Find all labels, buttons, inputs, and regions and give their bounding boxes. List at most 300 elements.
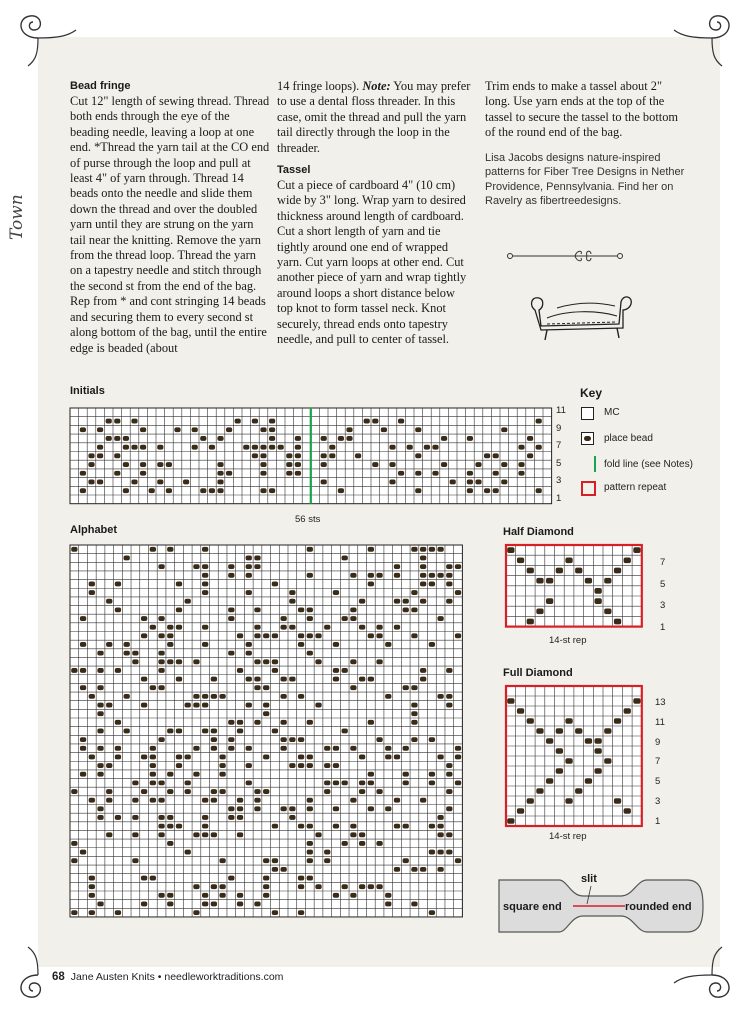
key-bead-label: place bead: [604, 433, 653, 444]
bead-mark: [263, 858, 269, 863]
bead-mark: [254, 659, 260, 664]
bead-mark: [158, 815, 164, 820]
bead-mark: [307, 651, 313, 656]
bead-mark: [536, 419, 542, 424]
bead-mark: [260, 427, 266, 432]
bead-mark: [193, 564, 199, 569]
bead-mark: [289, 625, 295, 630]
bead-mark: [604, 608, 611, 614]
bead-mark: [546, 778, 553, 784]
bead-mark: [235, 419, 241, 424]
bead-mark: [518, 471, 524, 476]
note-text: You may prefer to use a dental floss threader. In this case, omit the thread and pull the yarn tail directly through the loop in the threader.: [277, 79, 471, 155]
bead-mark: [166, 488, 172, 493]
bead-mark: [324, 780, 330, 785]
bead-mark: [398, 471, 404, 476]
bead-mark: [450, 480, 456, 485]
bead-mark: [158, 685, 164, 690]
bead-mark: [432, 471, 438, 476]
bead-mark: [176, 659, 182, 664]
repeat-swatch: [581, 481, 596, 496]
column-bead-fringe: [70, 79, 270, 356]
bead-mark: [150, 625, 156, 630]
bead-mark: [211, 902, 217, 907]
bead-mark: [614, 568, 621, 574]
full-diamond-caption: 14-st rep: [549, 831, 587, 842]
bead-mark: [342, 556, 348, 561]
bead-mark: [324, 858, 330, 863]
bead-mark: [527, 436, 533, 441]
bead-mark: [403, 772, 409, 777]
bead-mark: [202, 625, 208, 630]
footer-text: Jane Austen Knits • needleworktraditions.com: [70, 971, 284, 983]
bead-mark: [269, 488, 275, 493]
bead-mark: [604, 728, 611, 734]
bead-mark: [437, 832, 443, 837]
bead-mark: [141, 876, 147, 881]
bead-mark: [420, 867, 426, 872]
bead-mark: [254, 789, 260, 794]
bead-mark: [536, 788, 543, 794]
bead-mark: [385, 694, 391, 699]
bead-mark: [114, 453, 120, 458]
bead-mark: [140, 462, 146, 467]
bead-mark: [575, 568, 582, 574]
bead-mark: [228, 573, 234, 578]
bead-mark: [484, 488, 490, 493]
bead-mark: [342, 884, 348, 889]
bead-mark: [376, 841, 382, 846]
bead-mark: [243, 445, 249, 450]
half-diamond-caption: 14-st rep: [549, 635, 587, 646]
bead-mark: [124, 642, 130, 647]
bead-mark: [394, 573, 400, 578]
bead-mark: [71, 789, 77, 794]
bead-mark: [89, 910, 95, 915]
bead-mark: [286, 462, 292, 467]
bead-mark: [132, 780, 138, 785]
bead-mark: [106, 763, 112, 768]
bead-mark: [246, 703, 252, 708]
note-label: Note:: [362, 79, 391, 93]
bead-mark: [411, 607, 417, 612]
bead-mark: [295, 471, 301, 476]
bead-mark: [372, 419, 378, 424]
bead-mark: [429, 582, 435, 587]
bead-mark: [411, 703, 417, 708]
bead-mark: [254, 556, 260, 561]
bead-mark: [176, 625, 182, 630]
bead-mark: [167, 625, 173, 630]
bead-mark: [157, 480, 163, 485]
bead-mark: [565, 798, 572, 804]
bead-mark: [141, 633, 147, 638]
bead-mark: [185, 789, 191, 794]
bead-mark: [385, 746, 391, 751]
bead-mark: [202, 582, 208, 587]
bead-mark: [350, 824, 356, 829]
bead-mark: [446, 694, 452, 699]
bead-mark: [368, 720, 374, 725]
bead-mark: [359, 599, 365, 604]
bead-mark: [556, 728, 563, 734]
bead-mark: [376, 633, 382, 638]
row-number: 11: [556, 405, 566, 416]
bead-mark: [429, 772, 435, 777]
bead-mark: [228, 720, 234, 725]
rounded-end-label: rounded end: [625, 901, 692, 913]
key-mc-label: MC: [604, 407, 620, 418]
bead-mark: [211, 884, 217, 889]
bead-mark: [202, 703, 208, 708]
bead-mark: [295, 445, 301, 450]
bead-mark: [278, 445, 284, 450]
bead-mark: [272, 910, 278, 915]
bead-mark: [150, 755, 156, 760]
bead-mark: [372, 462, 378, 467]
bead-mark: [415, 471, 421, 476]
bead-mark: [420, 599, 426, 604]
bead-mark: [123, 488, 129, 493]
bead-mark: [403, 824, 409, 829]
bead-mark: [176, 677, 182, 682]
bead-mark: [252, 419, 258, 424]
bead-mark: [364, 419, 370, 424]
bead-mark: [307, 616, 313, 621]
bead-mark: [174, 427, 180, 432]
bead-mark: [131, 419, 137, 424]
bead-mark: [346, 436, 352, 441]
bead-mark: [80, 685, 86, 690]
bead-mark: [150, 772, 156, 777]
bead-mark: [411, 737, 417, 742]
bead-mark: [228, 607, 234, 612]
bead-mark: [394, 824, 400, 829]
bead-mark: [359, 677, 365, 682]
bead-mark: [368, 677, 374, 682]
bead-mark: [123, 445, 129, 450]
bead-mark: [333, 746, 339, 751]
bead-mark: [254, 607, 260, 612]
bead-mark: [228, 876, 234, 881]
bead-mark: [585, 578, 592, 584]
bead-mark: [437, 547, 443, 552]
bead-mark: [219, 763, 225, 768]
bead-mark: [131, 445, 137, 450]
bead-mark: [455, 633, 461, 638]
row-number: 5: [556, 457, 562, 469]
bead-mark: [97, 746, 103, 751]
bead-mark: [272, 824, 278, 829]
bead-mark: [295, 453, 301, 458]
bead-mark: [446, 763, 452, 768]
bead-mark: [123, 462, 129, 467]
bead-mark: [158, 659, 164, 664]
bead-mark: [272, 659, 278, 664]
bead-mark: [219, 789, 225, 794]
bead-mark: [200, 488, 206, 493]
bead-mark: [263, 884, 269, 889]
bead-mark: [437, 867, 443, 872]
bead-mark: [342, 729, 348, 734]
bead-mark: [475, 462, 481, 467]
bead-mark: [158, 651, 164, 656]
bead-mark: [324, 625, 330, 630]
bead-mark: [307, 763, 313, 768]
bead-mark: [176, 755, 182, 760]
bead-mark: [219, 694, 225, 699]
bead-mark: [141, 902, 147, 907]
page-number: 68: [52, 971, 65, 983]
bead-mark: [192, 427, 198, 432]
bead-mark: [614, 798, 621, 804]
bead-mark: [176, 729, 182, 734]
bead-mark: [88, 462, 94, 467]
bead-mark: [507, 698, 514, 704]
bead-mark: [167, 729, 173, 734]
bead-mark: [158, 832, 164, 837]
bead-mark: [176, 582, 182, 587]
bead-mark: [329, 453, 335, 458]
bead-mark: [307, 607, 313, 612]
bead-mark: [315, 633, 321, 638]
bead-mark: [350, 659, 356, 664]
bead-mark: [333, 893, 339, 898]
bead-mark: [200, 436, 206, 441]
bead-mark: [185, 703, 191, 708]
bead-mark: [446, 573, 452, 578]
bead-mark: [307, 850, 313, 855]
row-number: 7: [655, 756, 661, 768]
bead-mark: [321, 462, 327, 467]
bead-mark: [228, 737, 234, 742]
bead-mark: [398, 419, 404, 424]
bead-mark: [446, 850, 452, 855]
bead-mark: [89, 798, 95, 803]
column-tassel: [277, 79, 473, 348]
bead-mark: [321, 453, 327, 458]
bead-mark: [167, 902, 173, 907]
bead-mark: [185, 780, 191, 785]
bead-mark: [254, 806, 260, 811]
bead-mark: [167, 547, 173, 552]
bead-mark: [350, 893, 356, 898]
bead-mark: [424, 445, 430, 450]
bead-mark: [484, 453, 490, 458]
bead-mark: [263, 711, 269, 716]
bead-mark: [385, 806, 391, 811]
bead-mark: [260, 445, 266, 450]
bead-mark: [263, 659, 269, 664]
bead-mark: [429, 850, 435, 855]
bead-mark: [403, 746, 409, 751]
bead-mark: [624, 708, 631, 714]
bead-mark: [140, 471, 146, 476]
bead-mark: [307, 806, 313, 811]
bead-mark: [246, 573, 252, 578]
bead-mark: [167, 642, 173, 647]
page-footer: [52, 971, 283, 983]
bead-mark: [237, 806, 243, 811]
bead-mark: [556, 568, 563, 574]
bead-mark: [88, 453, 94, 458]
bead-mark: [517, 708, 524, 714]
key-title: Key: [580, 386, 603, 400]
bead-mark: [614, 619, 621, 625]
bead-mark: [269, 445, 275, 450]
bead-mark: [368, 780, 374, 785]
bead-mark: [97, 902, 103, 907]
bead-mark: [115, 607, 121, 612]
bead-mark: [260, 488, 266, 493]
sofa-illustration: [527, 288, 637, 343]
bead-mark: [376, 789, 382, 794]
bead-mark: [446, 582, 452, 587]
bead-mark: [97, 651, 103, 656]
bead-mark: [246, 590, 252, 595]
bead-mark: [167, 772, 173, 777]
bead-mark: [132, 815, 138, 820]
bead-mark: [307, 876, 313, 881]
bead-mark: [106, 642, 112, 647]
bead-mark: [158, 564, 164, 569]
alphabet-chart: [70, 545, 463, 917]
bead-mark: [89, 884, 95, 889]
bead-mark: [437, 815, 443, 820]
bead-mark: [368, 772, 374, 777]
bead-mark: [376, 573, 382, 578]
bead-mark: [289, 677, 295, 682]
bead-mark: [263, 703, 269, 708]
tassel-text: Cut a piece of cardboard 4" (10 cm) wide by 3" long. Wrap yarn to desired thickness around length of cardboard. Cut a short length of yarn and tie tightly around one end of wrapped yarn. Cut yarn loops at other end. Cut another piece of yarn and wrap tightly around loops a short distance below top knot to form tassel neck. Knot securely, thread ends onto tapestry needle, and pull to center of tassel.: [277, 178, 467, 347]
bead-mark: [403, 599, 409, 604]
bead-mark: [350, 616, 356, 621]
finishing-text: Trim ends to make a tassel about 2" long. Use yarn ends at the top of the tassel to secure the tassel to the bottom of the round end of the bag.: [485, 79, 679, 140]
row-number: 7: [556, 440, 562, 451]
bead-mark: [219, 772, 225, 777]
bead-mark: [307, 720, 313, 725]
bead-mark: [115, 746, 121, 751]
bead-mark: [228, 651, 234, 656]
bead-mark: [315, 884, 321, 889]
row-number: 13: [655, 697, 666, 708]
bead-mark: [124, 556, 130, 561]
bead-mark: [202, 564, 208, 569]
bead-mark: [565, 718, 572, 724]
bead-mark: [272, 668, 278, 673]
bead-mark: [269, 419, 275, 424]
bead-mark: [429, 910, 435, 915]
full-diamond-title: Full Diamond: [503, 667, 573, 679]
row-number: 3: [660, 600, 666, 611]
bead-mark: [263, 633, 269, 638]
slit-label: slit: [581, 873, 597, 885]
bead-mark: [71, 858, 77, 863]
row-number: 7: [660, 557, 666, 568]
bead-mark: [150, 547, 156, 552]
bead-mark: [124, 651, 130, 656]
bead-mark: [324, 850, 330, 855]
bead-mark: [368, 806, 374, 811]
bead-mark: [446, 599, 452, 604]
row-number: 5: [660, 578, 666, 590]
bead-mark: [546, 738, 553, 744]
bead-mark: [394, 564, 400, 569]
half-diamond-title: Half Diamond: [503, 526, 574, 538]
bead-mark: [315, 832, 321, 837]
bead-mark: [254, 798, 260, 803]
bead-mark: [333, 642, 339, 647]
row-number: 3: [655, 796, 661, 807]
bead-mark: [106, 789, 112, 794]
bead-mark: [333, 590, 339, 595]
bead-mark: [359, 832, 365, 837]
bead-mark: [389, 480, 395, 485]
bead-mark: [106, 798, 112, 803]
bead-mark: [420, 573, 426, 578]
bead-mark: [140, 445, 146, 450]
bead-mark: [202, 590, 208, 595]
bead-mark: [166, 462, 172, 467]
bead-mark: [217, 480, 223, 485]
bead-mark: [158, 780, 164, 785]
mc-swatch: [581, 407, 594, 420]
bead-mark: [158, 616, 164, 621]
bead-fringe-text: Cut 12" length of sewing thread. Thread both ends through the eye of the beading needle, leaving a loop at one end. *Thread the yarn tail at the CO end of purse through the loop and pull at least 4" of yarn through. Thread 14 beads onto the needle and slide them down the thread and over the doubled yarn until they are strung on the yarn tail near the knitting. Remove the yarn from the thread loop. Thread the yarn on a tapestry needle and stitch through the second st from the end of the bag. Rep from * and cont stringing 14 beads and securing them to every second st along bottom of the bag, until the entire edge is beaded (about: [70, 94, 270, 355]
bead-mark: [202, 832, 208, 837]
bead-mark: [124, 729, 130, 734]
bead-mark: [202, 824, 208, 829]
bead-mark: [321, 436, 327, 441]
heading-bead-fringe: Bead fringe: [70, 80, 131, 92]
bead-mark: [219, 884, 225, 889]
bead-mark: [193, 703, 199, 708]
bead-mark: [411, 711, 417, 716]
bead-mark: [80, 772, 86, 777]
bead-mark: [80, 737, 86, 742]
bead-mark: [80, 850, 86, 855]
row-number: 3: [556, 475, 562, 486]
bead-mark: [228, 746, 234, 751]
row-number: 5: [655, 776, 661, 788]
bead-mark: [368, 582, 374, 587]
bead-mark: [132, 832, 138, 837]
bead-mark: [429, 573, 435, 578]
bead-mark: [280, 616, 286, 621]
bead-mark: [80, 668, 86, 673]
bead-mark: [420, 556, 426, 561]
bead-mark: [167, 893, 173, 898]
bead-mark: [298, 755, 304, 760]
bead-mark: [411, 547, 417, 552]
bead-mark: [185, 599, 191, 604]
bead-mark: [254, 677, 260, 682]
bead-mark: [254, 685, 260, 690]
bead-mark: [202, 642, 208, 647]
bead-mark: [149, 488, 155, 493]
row-number: 1: [556, 492, 562, 504]
bead-mark: [202, 547, 208, 552]
bead-mark: [150, 780, 156, 785]
bead-mark: [211, 737, 217, 742]
bead-mark: [211, 746, 217, 751]
corner-ornament-top-right: [672, 8, 742, 68]
bead-mark: [211, 798, 217, 803]
bead-mark: [307, 824, 313, 829]
bead-mark: [429, 547, 435, 552]
bead-mark: [298, 694, 304, 699]
initials-chart: [70, 408, 560, 506]
